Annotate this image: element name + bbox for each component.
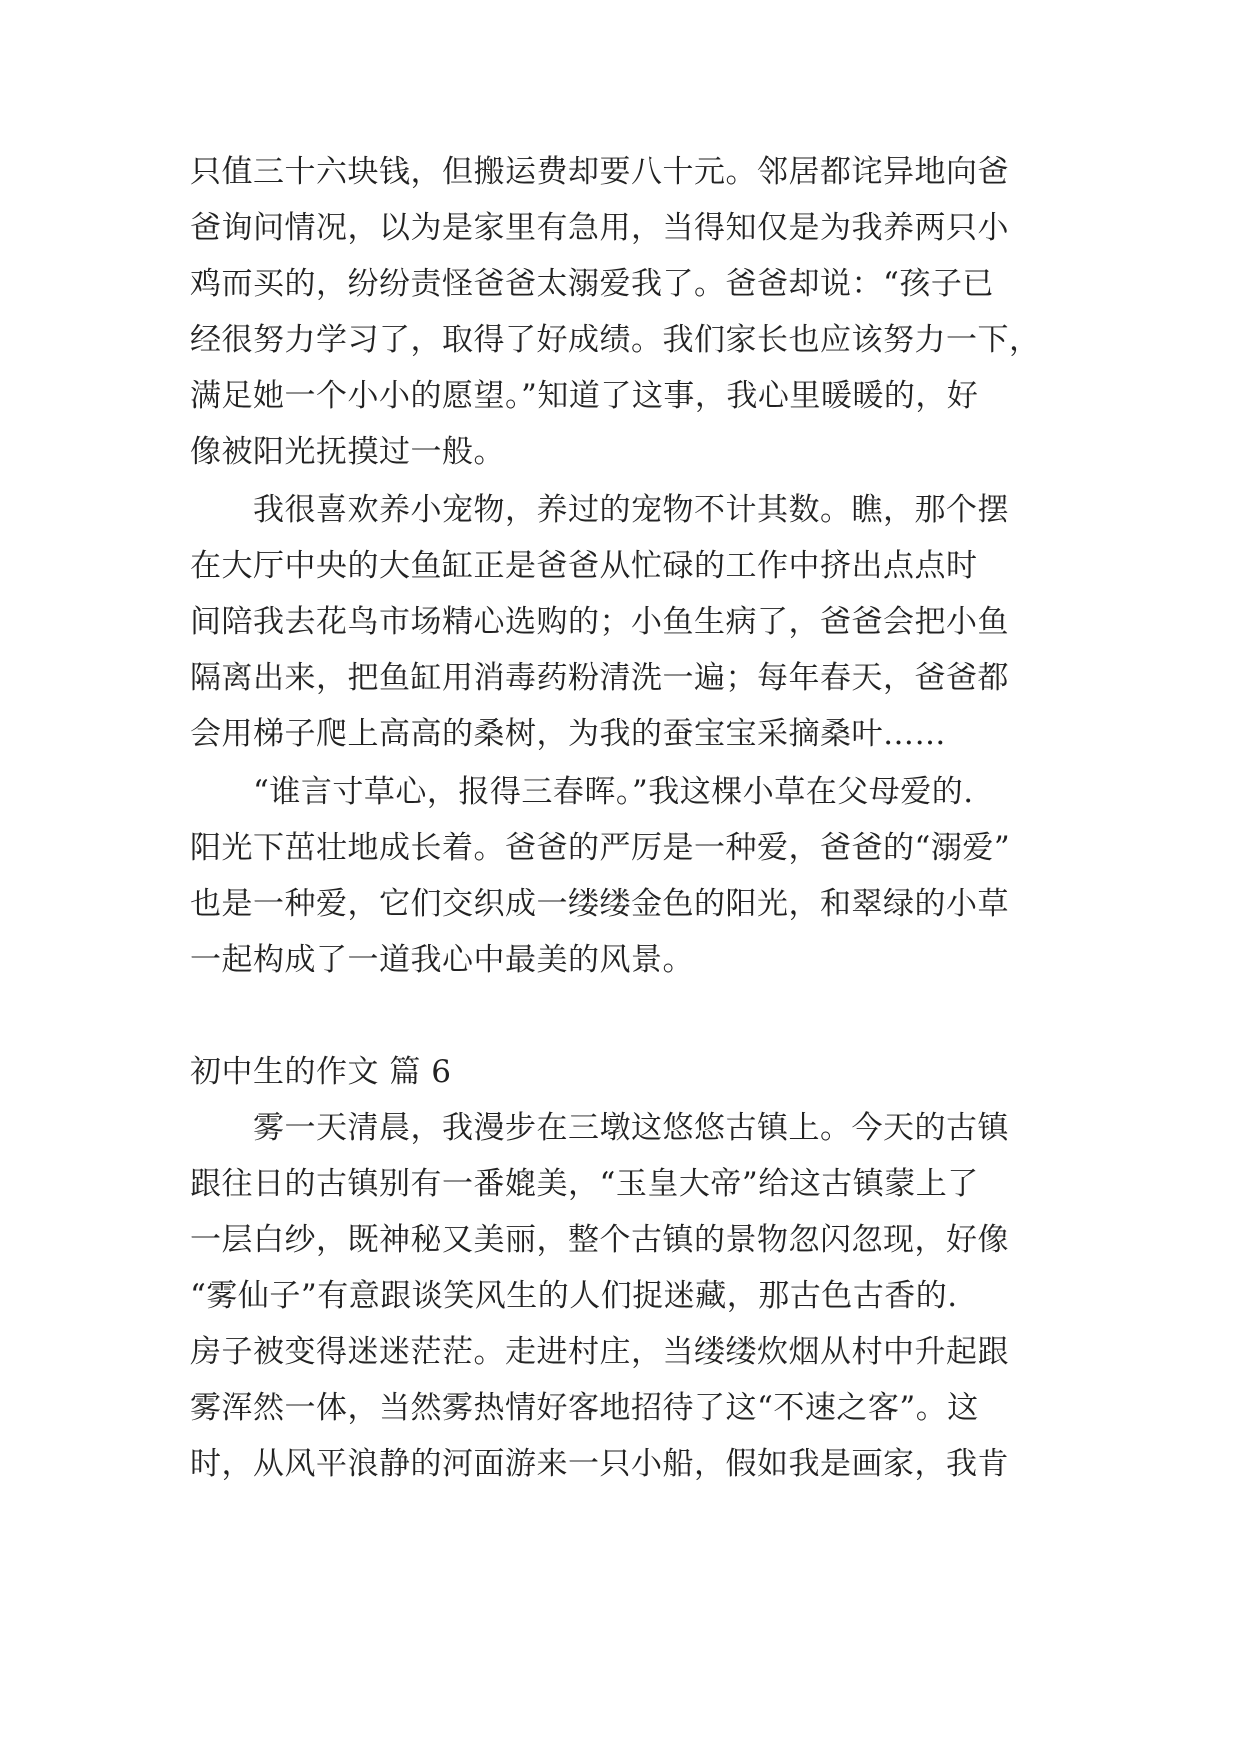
text-line: 爸询问情况，以为是家里有急用，当得知仅是为我养两只小	[190, 210, 1009, 246]
text-line: 间陪我去花鸟市场精心选购的；小鱼生病了，爸爸会把小鱼	[190, 604, 1009, 640]
text-line: 阳光下茁壮地成长着。爸爸的严厉是一种爱，爸爸的“溺爱”	[190, 830, 1011, 866]
text-line: 雾一天清晨，我漫步在三墩这悠悠古镇上。今天的古镇	[190, 1110, 1009, 1146]
text-line: 会用梯子爬上高高的桑树，为我的蚕宝宝采摘桑叶……	[190, 716, 946, 752]
text-line: 一起构成了一道我心中最美的风景。	[190, 942, 694, 978]
text-line: 满足她一个小小的愿望。”知道了这事，我心里暖暖的，好	[190, 378, 979, 414]
text-line: 在大厅中央的大鱼缸正是爸爸从忙碌的工作中挤出点点时	[190, 548, 978, 584]
text-line: 雾浑然一体，当然雾热情好客地招待了这“不速之客”。这	[190, 1390, 979, 1426]
text-line: 隔离出来，把鱼缸用消毒药粉清洗一遍；每年春天，爸爸都	[190, 660, 1009, 696]
section-heading: 初中生的作文 篇 6	[190, 1054, 452, 1090]
text-line: 经很努力学习了，取得了好成绩。我们家长也应该努力一下，	[190, 322, 1041, 358]
text-line: 我很喜欢养小宠物，养过的宠物不计其数。瞧，那个摆	[190, 492, 1009, 528]
text-line: 房子被变得迷迷茫茫。走进村庄，当缕缕炊烟从村中升起跟	[190, 1334, 1009, 1370]
text-line: 鸡而买的，纷纷责怪爸爸太溺爱我了。爸爸却说：“孩子已	[190, 266, 994, 302]
text-line: 也是一种爱，它们交织成一缕缕金色的阳光，和翠绿的小草	[190, 886, 1009, 922]
text-line: “谁言寸草心，报得三春晖。”我这棵小草在父母爱的.	[190, 774, 974, 810]
text-line: 像被阳光抚摸过一般。	[190, 434, 505, 470]
text-line: 只值三十六块钱，但搬运费却要八十元。邻居都诧异地向爸	[190, 154, 1009, 190]
text-line: “雾仙子”有意跟谈笑风生的人们捉迷藏，那古色古香的.	[190, 1278, 958, 1314]
text-line: 时，从风平浪静的河面游来一只小船，假如我是画家，我肯	[190, 1446, 1009, 1482]
text-line: 一层白纱，既神秘又美丽，整个古镇的景物忽闪忽现，好像	[190, 1222, 1009, 1258]
text-line: 跟往日的古镇别有一番媲美，“玉皇大帝”给这古镇蒙上了	[190, 1166, 979, 1202]
